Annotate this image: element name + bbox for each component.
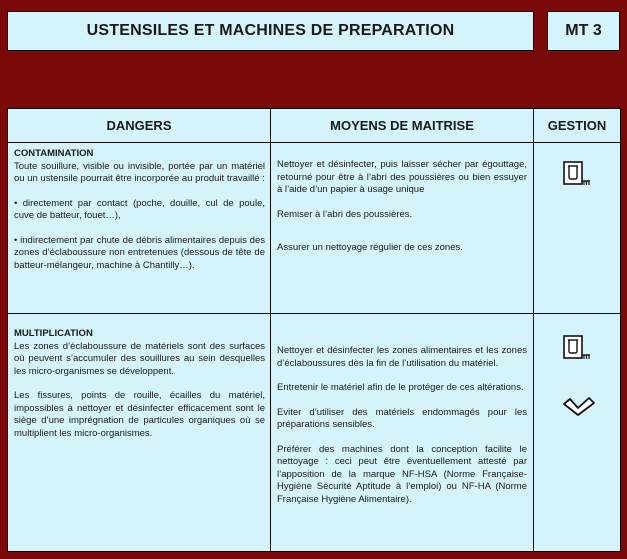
section-title: CONTAMINATION — [14, 148, 94, 159]
control-text: Assurer un nettoyage régulier de ces zones. — [277, 242, 463, 253]
section-title: MULTIPLICATION — [14, 328, 93, 339]
page-title: USTENSILES ET MACHINES DE PREPARATION — [7, 11, 534, 51]
control-text: Remiser à l’abri des poussières. — [277, 208, 413, 220]
danger-text: • directement par contact (poche, douille, cul de poule, cuve de batteur, fouet…), — [14, 197, 265, 221]
moyens-cell-multiplication — [277, 345, 527, 506]
sheet-code: MT 3 — [547, 11, 620, 51]
column-header-gestion: GESTION — [547, 118, 607, 133]
danger-text: Les fissures, points de rouille, écailles du matériel, impossibles à nettoyer et désinfecter efficacement sont le siège d’une imprégnation de particules organiques où se multiplient les micro-organismes. — [14, 390, 265, 439]
column-header-dangers: DANGERS — [106, 118, 172, 133]
control-text: Eviter d’utiliser des matériels endommagés pour les préparations sensibles. — [277, 406, 527, 430]
column-divider — [533, 109, 534, 551]
moyens-cell-contamination — [277, 159, 527, 255]
danger-text: • indirectement par chute de débris alimentaires depuis des zones d’éclaboussure non entretenues (dessous de tête de batteur-mélangeur, machine à Chantilly…). — [14, 234, 265, 271]
dangers-cell-multiplication — [14, 328, 265, 440]
cleaning-plan-icon — [563, 161, 591, 187]
dangers-cell-contamination — [14, 148, 265, 272]
control-text: Nettoyer et désinfecter les zones alimentaires et les zones d’éclaboussures dès la fin de l’utilisation du matériel. — [277, 345, 527, 369]
column-divider — [270, 109, 271, 551]
cleaning-plan-icon — [563, 335, 591, 361]
control-text: Entretenir le matériel afin de le protéger de ces altérations. — [277, 382, 524, 393]
column-header-moyens: MOYENS DE MAITRISE — [330, 118, 474, 133]
hazard-table — [7, 108, 621, 552]
control-text: Préférer des machines dont la conception facilite le nettoyage : ceci peut être éventuellement attesté par l’apposition de la marque NF-HSA (Norme Française-Hygiène Sécurité Aptitude à l’emploi) ou NF-HA (Norme Française Hygiène Alimentaire). — [277, 443, 527, 505]
control-text: Nettoyer et désinfecter, puis laisser sécher par égouttage, retourné pour être à l’abri des poussières ou bien essuyer à l’aide d’un papier à usage unique — [277, 159, 527, 195]
danger-text: Les zones d’éclaboussure de matériels sont des surfaces où peuvent s’accumuler des souillures au sein desquelles les micro-organismes se développent. — [14, 340, 265, 377]
section-divider — [8, 313, 620, 314]
danger-text: Toute souillure, visible ou invisible, portée par un matériel ou un ustensile pourrait être incorporée au produit travaillé : — [14, 160, 265, 184]
check-icon — [562, 395, 596, 417]
header-divider — [8, 142, 620, 143]
